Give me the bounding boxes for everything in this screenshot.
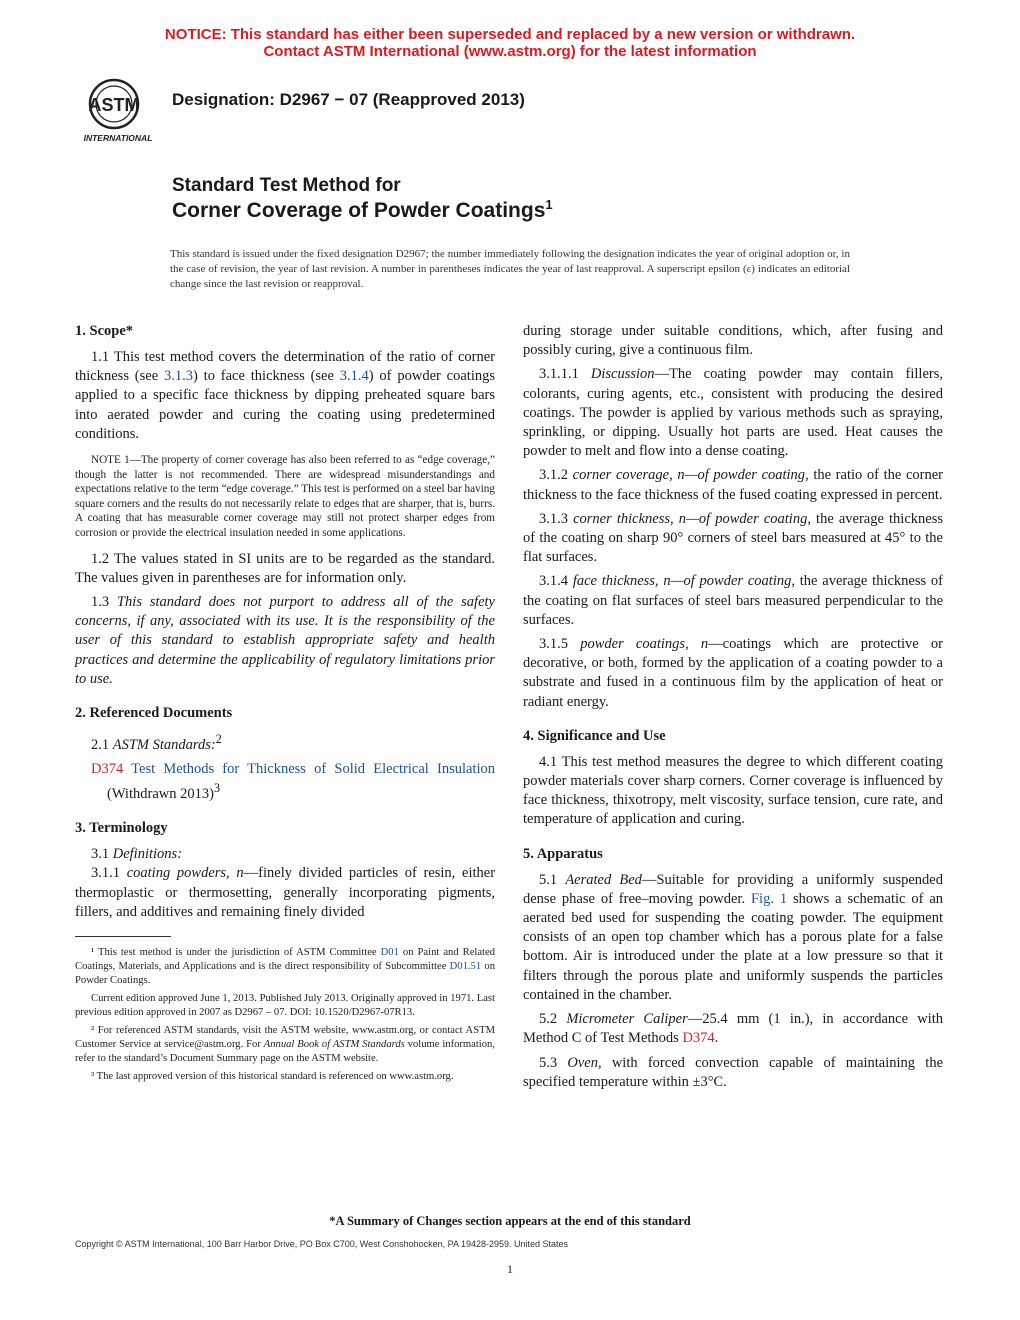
d374-title-link[interactable]: Test Methods for Thickness of Solid Electrical Insulation xyxy=(123,761,495,778)
footnote-1: ¹ This test method is under the jurisdiction of ASTM Committee D01 on Paint and Related Coatings, Materials, and Applications and is the direct responsibility of Subcommittee D01.51 on Powder Coatings. xyxy=(75,947,496,987)
title-line-1: Standard Test Method for xyxy=(172,175,401,196)
notice-line-1: NOTICE: This standard has either been superseded and replaced by a new version or withdrawn. xyxy=(164,26,856,43)
para-5-1: 5.1 Aerated Bed—Suitable for providing a uniformly suspended dense phase of free–moving powder. Fig. 1 shows a schematic of an aerated bed used for suspending the coating powder. The equipment consists of an open top chamber which has a porous plate for a false bottom. Air is introduced under the plate at a low pressure so that it filters through the porous plate and uniformly suspends the particles contained in the chamber. xyxy=(523,871,944,1003)
para-3-1-1-1: 3.1.1.1 Discussion—The coating powder may contain fillers, colorants, curing agents, etc., consistent with producing the desired coatings. The powder is applied by various methods such as spraying, sprinkling, or dipping. Usually hot parts are used. Heat causes the powder to melt and flow into a dense coating. xyxy=(523,366,943,460)
ref-3-1-3-link[interactable]: 3.1.3 xyxy=(164,368,193,385)
d01-link[interactable]: D01 xyxy=(380,947,399,959)
summary-of-changes-note: *A Summary of Changes section appears at the end of this standard xyxy=(329,1214,691,1228)
note-1: NOTE 1—The property of corner coverage has also been referred to as “edge coverage,” though the latter is not recommended. There are widespread misunderstandings and expectations relative to the term “edge coverage.” This test is performed on a steel bar having square corners and the results do not necessarily relate to edges that are sharper, that is, burrs. A coating that has measurable corner coverage may still not protect sharper edges from corrosion or provide the electrical insulation needed in some applications. xyxy=(75,454,495,539)
notice-line-2: Contact ASTM International (www.astm.org) for the latest information xyxy=(263,43,757,60)
para-3-1-4: 3.1.4 face thickness, n—of powder coating, the average thickness of the coating on flat surfaces of steel bars measured perpendicular to the surfaces. xyxy=(523,573,944,628)
intro-paragraph: This standard is issued under the fixed designation D2967; the number immediately following the designation indicates the year of original adoption or, in the case of revision, the year of last revision. A number in parentheses indicates the year of last reapproval. A superscript epsilon (ε) indicates an editorial change since the last revision or reapproval. xyxy=(170,248,850,290)
para-3-1-1: 3.1.1 coating powders, n—finely divided particles of resin, either thermoplastic or thermosetting, generally incorporating pigments, fillers, and additives and remaining finely divided xyxy=(75,865,496,920)
footnote-rule xyxy=(75,936,171,937)
section-1-heading: 1. Scope* xyxy=(75,323,133,339)
section-3-heading: 3. Terminology xyxy=(75,820,168,837)
astm-logo xyxy=(74,78,162,144)
copyright-line: Copyright © ASTM International, 100 Barr Harbor Drive, PO Box C700, West Conshohocken, PA 19428-2959. United States xyxy=(75,1239,569,1249)
footnote-1-edition: Current edition approved June 1, 2013. Published July 2013. Originally approved in 1971. Last previous edition approved in 2007 as D2967 – 07. DOI: 10.1520/D2967-07R13. xyxy=(75,993,495,1019)
fig-1-link[interactable]: Fig. 1 xyxy=(750,890,788,907)
title-line-2 xyxy=(172,199,553,223)
d374-ref-link[interactable]: D374 xyxy=(682,1030,715,1047)
para-1-1: 1.1 This test method covers the determination of the ratio of corner thickness (see 3.1.3) to face thickness (see 3.1.4) of powder coatings applied to a specific face thickness by dipping preheated square bars into aerated powder and curing the coating using predetermined conditions. xyxy=(75,349,496,442)
title-text: Corner Coverage of Powder Coatings xyxy=(172,199,546,222)
section-2-heading: 2. Referenced Documents xyxy=(75,705,233,721)
footnote-2: ² For referenced ASTM standards, visit the ASTM website, www.astm.org, or contact ASTM Customer Service at service@astm.org. For Annual Book of ASTM Standards volume information, refer to the standard’s Document Summary page on the ASTM website. xyxy=(75,1025,495,1065)
title-footnote-mark: 1 xyxy=(545,197,553,212)
footnote-3: ³ The last approved version of this historical standard is referenced on www.astm.org. xyxy=(91,1071,454,1083)
reference-d374: D374 Test Methods for Thickness of Solid Electrical Insulation (Withdrawn 2013)$^3$ xyxy=(91,761,495,803)
para-3-1-1-continued: during storage under suitable conditions, which, after fusing and possibly curing, give a continuous film. xyxy=(523,323,943,359)
d01-51-link[interactable]: D01.51 xyxy=(449,961,482,973)
para-3-1-2: 3.1.2 corner coverage, n—of powder coating, the ratio of the corner thickness to the face thickness of the fused coating expressed in percent. xyxy=(523,467,944,503)
para-3-1-3: 3.1.3 corner thickness, n—of powder coating, the average thickness of the coating on sharp 90° corners of steel bars measured at 45° to the flat surfaces. xyxy=(523,510,943,566)
notice-banner xyxy=(0,26,1020,60)
para-2-1: 2.1 ASTM Standards:$^2$ xyxy=(91,732,222,753)
logo-subtext: INTERNATIONAL xyxy=(83,133,153,143)
right-column xyxy=(523,322,943,1097)
page-number: 1 xyxy=(507,1262,513,1276)
ref-3-1-4-link[interactable]: 3.1.4 xyxy=(339,368,369,385)
para-3-1: 3.1 Definitions: xyxy=(91,846,183,863)
left-column xyxy=(75,322,495,1088)
para-4-1: 4.1 This test method measures the degree to which different coating powder materials cover sharp corners. Corner coverage is influenced by face thickness, thixotropy, melt viscosity, surface tension, cure rate, and temperature of application and curing. xyxy=(523,753,943,828)
d374-code-link[interactable]: D374 xyxy=(91,761,124,778)
designation: Designation: D2967 − 07 (Reapproved 2013) xyxy=(172,90,525,109)
para-1-3: 1.3 This standard does not purport to address all of the safety concerns, if any, associated with its use. It is the responsibility of the user of this standard to establish appropriate safety and health practices and determine the applicability of regulatory limitations prior to use. xyxy=(75,593,495,687)
para-5-2: 5.2 Micrometer Caliper—25.4 mm (1 in.), in accordance with Method C of Test Methods D374. xyxy=(523,1011,944,1047)
para-3-1-5: 3.1.5 powder coatings, n—coatings which are protective or decorative, or both, formed by the application of a coating powder to a substrate and fused in a continuous film by the application of heat or radiant energy. xyxy=(523,636,944,710)
para-5-3: 5.3 Oven, with forced convection capable of maintaining the specified temperature within ±3°C. xyxy=(523,1054,943,1090)
logo-text: ASTM xyxy=(88,95,140,115)
section-4-heading: 4. Significance and Use xyxy=(523,727,666,744)
para-1-2: 1.2 The values stated in SI units are to be regarded as the standard. The values given in parentheses are for information only. xyxy=(75,550,495,586)
section-5-heading: 5. Apparatus xyxy=(523,845,603,862)
